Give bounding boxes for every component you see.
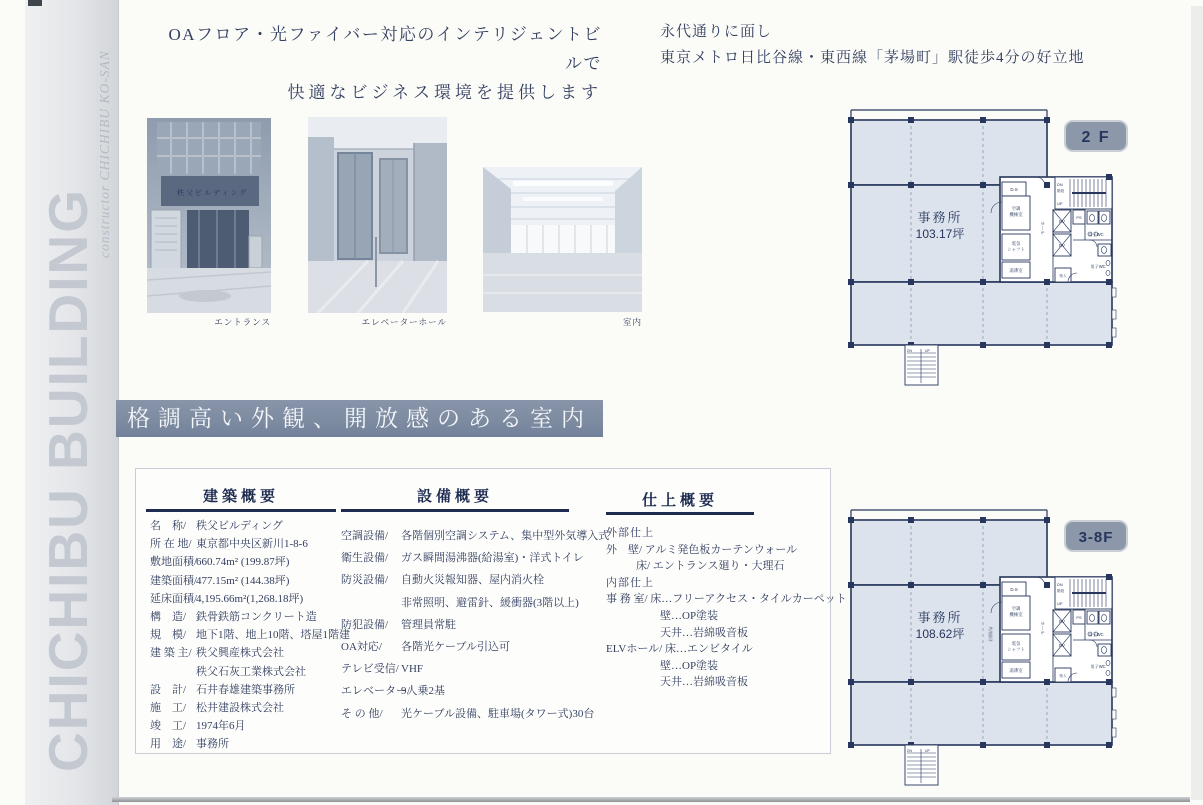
photo-elevator-caption: エレベーターホール [361, 317, 447, 327]
table-row: 延床面積/4,195.66m²(1,268.18坪) [150, 592, 304, 605]
ev-label: EV [1059, 243, 1065, 248]
table-row: 天井…岩綿吸音板 [660, 676, 748, 689]
table-row: 防災設備/ 自動火災報知器、屋内消火栓 [341, 574, 544, 587]
stairs-up-label: UP [1057, 601, 1063, 606]
office-label: 事務所 [917, 610, 963, 625]
building-name-vertical: CHICHIBU BUILDING [37, 188, 99, 772]
table-row: 事 務 室/ 床…フリーアクセス・タイルカーペット [606, 593, 847, 606]
table-row: 所 在 地/ 東京都中央区新川1-8-6 [150, 538, 308, 551]
elec-label-2: シャフト [1007, 647, 1025, 652]
photo-interior-caption: 室内 [622, 317, 642, 327]
equipment-overview-rows [341, 525, 621, 725]
building-overview-rows [150, 517, 355, 753]
headline-right [660, 19, 1120, 71]
office-area: 108.62坪 [915, 627, 965, 641]
building-overview-title: 建築概要 [202, 489, 279, 505]
building-overview-rule [146, 509, 336, 512]
wc-men-label: 男子WC [1090, 664, 1106, 669]
page-right-edge [1191, 6, 1203, 800]
elec-label-1: 電気 [1011, 241, 1021, 246]
photo-elevator-hall [308, 117, 447, 313]
equipment-overview-rule [341, 509, 569, 512]
ds-label: D.S [1010, 587, 1018, 592]
table-row: そ の 他/ 光ケーブル設備、駐車場(タワー式)30台 [341, 707, 595, 720]
finish-overview-rule [606, 512, 754, 515]
floorplan-3-8f [840, 506, 1132, 796]
ac-label-2: 機械室 [1009, 212, 1023, 217]
table-row: 建 築 主/ 秩父興産株式会社 [150, 647, 284, 660]
scan-artifact [28, 0, 42, 6]
ev-label: EV [1059, 219, 1065, 224]
table-row: OA対応/ 各階光ケーブル引込可 [341, 640, 511, 653]
floor-badge [1065, 521, 1127, 551]
photo-entrance [147, 118, 271, 313]
headline-right-line1: 永代通りに面し [660, 24, 773, 40]
ps-label: PS [1076, 215, 1082, 220]
storage-label: 物入 [1059, 674, 1067, 678]
table-row: 施 工/ 松井建設株式会社 [150, 701, 284, 714]
floor-badge-label: 2 F [1081, 129, 1111, 146]
floor-badge [1065, 121, 1127, 151]
wc-men-label: 男子WC [1090, 264, 1106, 269]
table-row: 防犯設備/ 管理員常駐 [341, 618, 456, 631]
finish-overview-title: 仕上概要 [641, 493, 718, 509]
section-banner: 格調高い外観、開放感のある室内 [116, 400, 603, 437]
table-row: 空調設備/ 各階個別空調システム、集中型外気導入式 [341, 530, 610, 542]
hot-water-label: 湯沸室 [1009, 268, 1023, 273]
storage-label: 物入 [1059, 274, 1067, 278]
office-area: 103.17坪 [915, 227, 965, 241]
plan-outer-wall [851, 510, 1047, 520]
table-row: 建築面積/477.15m² (144.38坪) [150, 574, 290, 587]
stub-up: UP [925, 349, 930, 353]
table-row: 敷地面積/660.74m² (199.87坪) [150, 556, 290, 569]
office-label: 事務所 [917, 210, 963, 225]
table-row: 床/ エントランス廻り・大理石 [636, 560, 785, 573]
stub-dn: DN [907, 749, 912, 753]
table-row: 構 造/ 鉄骨鉄筋コンクリート造 [150, 610, 317, 623]
stair-stub [905, 345, 938, 385]
plan-stairs [1055, 177, 1112, 209]
table-row: 設 計/ 石井春雄建築事務所 [150, 683, 295, 696]
stairs-dn-label: DN [1057, 582, 1063, 587]
wc-women-label: 女子WC [1088, 632, 1104, 637]
stairs-dn-label: DN [1057, 182, 1063, 187]
table-row: 壁…OP塗装 [660, 659, 719, 672]
elec-label-1: 電気 [1011, 641, 1021, 646]
page-bottom-edge [112, 797, 1190, 802]
stub-up: UP [925, 749, 930, 753]
ps-label: PS [1076, 615, 1082, 620]
stairs-label: 階段 [1057, 189, 1065, 193]
photo-interior [483, 167, 642, 312]
table-row: エレベーター/9人乗2基 [341, 685, 445, 698]
plan-stairs [1055, 577, 1112, 609]
photo-entrance-sign: 秩父ビルディング [177, 190, 249, 197]
overview-table [135, 468, 847, 754]
floorplan-2f [840, 106, 1132, 396]
ds-label: D.S [1010, 187, 1018, 192]
stairs-up-label: UP [1057, 201, 1063, 206]
wc-women-label: 女子WC [1088, 232, 1104, 237]
headline-left [160, 20, 602, 107]
table-row: 外 壁/ アルミ発色板カーテンウォール [606, 543, 798, 556]
table-row: 名 称/ 秩父ビルディング [150, 520, 283, 532]
hall-label: ホール [1040, 221, 1045, 235]
headline-right-line2: 東京メトロ日比谷線・東西線「茅場町」駅徒歩4分の好立地 [660, 50, 1085, 66]
table-row: 壁…OP塗装 [660, 609, 719, 622]
stair-stub [905, 745, 938, 785]
table-row: ELVホール/ 床…エンビタイル [606, 643, 753, 656]
table-row: 天井…岩綿吸音板 [660, 626, 748, 639]
table-row: 秩父石灰工業株式会社 [196, 665, 306, 678]
table-row: テレビ受信/ VHF [341, 663, 424, 676]
finish-overview-rows [606, 525, 847, 691]
table-row: 内部仕上 [606, 576, 654, 589]
photo-entrance-caption: エントランス [214, 317, 271, 327]
constructor-credit-vertical: constructor CHICHIBU KO-SAN [97, 50, 112, 258]
headline-left-line2: 快適なビジネス環境を提供します [287, 83, 602, 102]
elec-label-2: シャフト [1007, 247, 1025, 252]
table-row: 外部仕上 [606, 527, 654, 539]
table-row: 非常照明、避雷針、緩衝器(3階以上) [401, 596, 579, 609]
plan-outer-wall [851, 110, 1047, 120]
floor-badge-label: 3-8F [1078, 529, 1114, 546]
ev-label: EV [1059, 643, 1065, 648]
stairs-label: 階段 [1057, 589, 1065, 593]
headline-left-line1: OAフロア・光ファイバー対応のインテリジェントビルで [168, 25, 602, 73]
stub-dn: DN [907, 349, 912, 353]
table-row: 衛生設備/ ガス瞬間湯沸器(給湯室)・洋式トイレ [341, 552, 584, 565]
ac-label-2: 機械室 [1009, 612, 1023, 617]
table-row: 用 途/ 事務所 [150, 738, 229, 751]
ac-label-1: 空調 [1011, 606, 1021, 611]
hall-label: ホール [1040, 621, 1045, 635]
table-row: 竣 工/ 1974年6月 [150, 720, 246, 733]
ac-label-1: 空調 [1011, 206, 1021, 211]
table-row: 規 模/ 地下1階、地上10階、塔屋1階建 [150, 629, 350, 642]
ev-label: EV [1059, 619, 1065, 624]
equipment-overview-title: 設備概要 [416, 489, 493, 505]
common-area-label: 共用部分 [988, 626, 992, 642]
hot-water-label: 湯沸室 [1009, 668, 1023, 673]
